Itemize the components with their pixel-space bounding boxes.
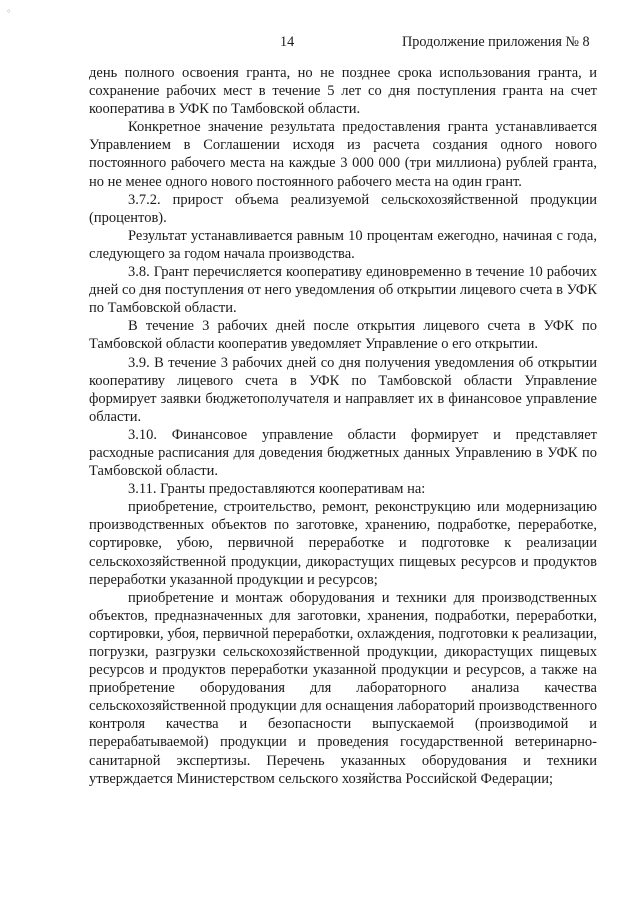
paragraph: приобретение, строительство, ремонт, реконструкцию или модернизацию производственных объектов по заготовке, хранению, подработке, переработке, сортировке, убою, первичной переработке и подготовке к реализации сельскохозяйственной продукции, дикорастущих пищевых ресурсов и продуктов переработки указанной продукции и ресурсов; (89, 499, 597, 588)
paragraph: В течение 3 рабочих дней после открытия лицевого счета в УФК по Тамбовской области кооператив уведомляет Управление о его открытии. (89, 318, 597, 353)
paragraph: Результат устанавливается равным 10 процентам ежегодно, начиная с года, следующего за годом начала производства. (89, 227, 597, 262)
paragraph: 3.11. Гранты предоставляются кооперативам на: (128, 481, 426, 498)
paragraph: 3.9. В течение 3 рабочих дней со дня получения уведомления об открытии кооперативу лицевого счета в УФК по Тамбовской области Управление формирует заявки бюджетополучателя и направляет их в финансовое управление области. (89, 354, 597, 425)
page-header (0, 34, 640, 52)
paragraph: 3.8. Грант перечисляется кооперативу единовременно в течение 10 рабочих дней со дня поступления от него уведомления об открытии лицевого счета в УФК по Тамбовской области. (89, 264, 597, 317)
paragraph: приобретение и монтаж оборудования и техники для производственных объектов, предназначенных для заготовки, хранения, подработки, переработки, сортировки, убоя, первичной переработки, охлаждения, подготовки к реализации, погрузки, разгрузки сельскохозяйственной продукции, дикорастущих пищевых ресурсов и продуктов переработки указанной продукции и ресурсов, а также на приобретение оборудования для лабораторного анализа качества сельскохозяйственной продукции для оснащения лабораторий производственного контроля качества и безопасности выпускаемой (производимой и перерабатываемой) продукции и проведения государственной ветеринарно-санитарной экспертизы. Перечень указанных оборудования и техники утверждается Министерством сельского хозяйства Российской Федерации; (89, 589, 597, 787)
paragraph: день полного освоения гранта, но не позднее срока использования гранта, и сохранение рабочих мест в течение 5 лет со дня поступления гранта на счет кооператива в УФК по Тамбовской области. (89, 65, 597, 118)
paragraph: Конкретное значение результата предоставления гранта устанавливается Управлением в Соглашении исходя из расчета создания одного нового постоянного рабочего места на каждые 3 000 000 (три миллиона) рублей гранта, но не менее одного нового постоянного рабочего места на один грант. (89, 119, 597, 190)
page-number: 14 (280, 34, 295, 50)
corner-mark: ° (7, 8, 11, 18)
document-body (89, 64, 597, 788)
paragraph: 3.7.2. прирост объема реализуемой сельскохозяйственной продукции (процентов). (89, 191, 597, 226)
appendix-continuation-note: Продолжение приложения № 8 (402, 34, 590, 50)
paragraph: 3.10. Финансовое управление области формирует и представляет расходные расписания для доведения бюджетных данных Управлению в УФК по Тамбовской области. (89, 426, 597, 480)
